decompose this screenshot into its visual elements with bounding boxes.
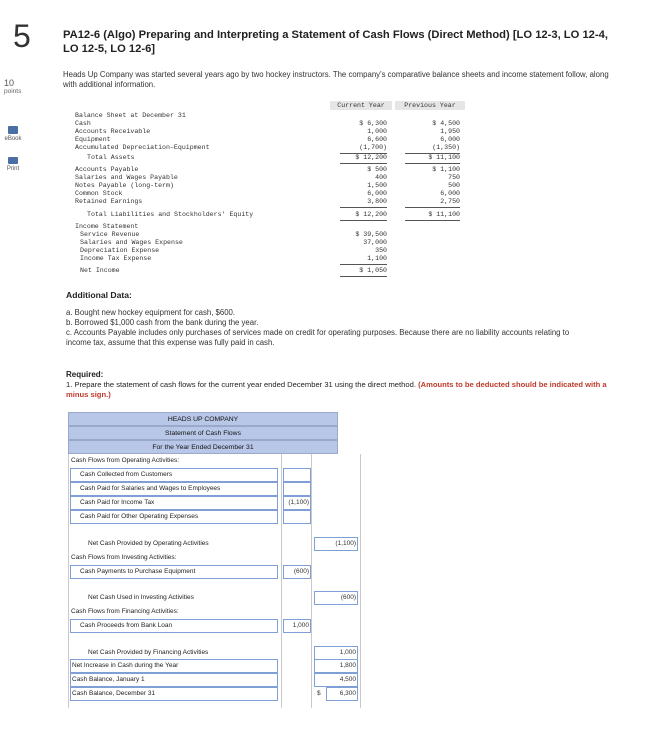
- grid-line: [360, 454, 361, 708]
- table-row: Cash $ 6,300 $ 4,500: [75, 120, 460, 127]
- question-intro: Heads Up Company was started several years ago by two hockey instructors. The company's comparative balance sheets and income statement follow, along with additional information.: [63, 70, 609, 89]
- table-row: Cash Paid for Income Tax (1,100): [68, 496, 360, 510]
- net-investing-amount: (600): [340, 594, 356, 601]
- ebook-button[interactable]: [2, 126, 24, 142]
- table-row: [75, 112, 465, 120]
- table-row: Cash Balance, December 31 $ 6,300: [68, 687, 360, 701]
- table-row: Net Cash Used in Investing Activities (600): [68, 591, 360, 605]
- statement-name: Statement of Cash Flows: [68, 426, 338, 440]
- printer-icon: [8, 157, 18, 164]
- table-row: Common Stock 6,000 6,000: [75, 190, 460, 197]
- book-icon: [8, 126, 18, 134]
- underline: [340, 163, 387, 164]
- underline: [340, 264, 387, 265]
- dollar-sign: $: [317, 690, 321, 697]
- underline: [405, 207, 460, 208]
- table-row: Equipment 6,600 6,000: [75, 136, 460, 143]
- table-row: Cash Proceeds from Bank Loan 1,000: [68, 619, 360, 633]
- col-current-year: Current Year: [330, 101, 392, 110]
- net-increase-amount: 1,800: [339, 662, 356, 669]
- table-row: [68, 605, 360, 619]
- table-row: Net Cash Provided by Operating Activities (1,100): [68, 537, 360, 551]
- required-instruction: 1. Prepare the statement of cash flows for the current year ended December 31 using the direct method.: [66, 380, 416, 389]
- required-note: (Amounts to be deducted should be indicated with a minus sign.): [66, 380, 607, 399]
- additional-item-a: a. Bought new hockey equipment for cash, $600.: [66, 308, 236, 317]
- table-row: [75, 223, 465, 231]
- additional-data-title: Additional Data:: [66, 290, 132, 300]
- amount-input[interactable]: [283, 482, 311, 496]
- print-label: Print: [6, 166, 20, 172]
- beginning-cash-amount: 4,500: [339, 676, 356, 683]
- table-row: Cash Paid for Salaries and Wages to Employees: [68, 482, 360, 496]
- balance-sheet-heading: Balance Sheet at December 31: [75, 112, 186, 119]
- table-row: Cash Paid for Other Operating Expenses: [68, 510, 360, 524]
- table-row: Net Income $ 1,050: [80, 267, 387, 274]
- table-row: Total Liabilities and Stockholders' Equity $ 12,200 $ 11,100: [87, 211, 460, 218]
- table-row: Service Revenue $ 39,500: [80, 231, 387, 238]
- tax-amount: (1,100): [288, 499, 309, 506]
- cash-flow-statement: [68, 412, 368, 712]
- print-button[interactable]: [2, 157, 24, 172]
- amount-input[interactable]: [283, 510, 311, 524]
- underline: [340, 276, 387, 277]
- table-row: Income Tax Expense 1,100: [80, 255, 387, 262]
- table-row: [68, 454, 360, 468]
- table-row: Depreciation Expense 350: [80, 247, 387, 254]
- table-row: Retained Earnings 3,800 2,750: [75, 198, 460, 205]
- statement-period: For the Year Ended December 31: [68, 440, 338, 454]
- table-row: Salaries and Wages Expense 37,000: [80, 239, 387, 246]
- bank-loan-amount: 1,000: [292, 622, 309, 629]
- table-row: Accumulated Depreciation–Equipment (1,700) (1,350): [75, 144, 460, 151]
- table-row: Total Assets $ 12,200 $ 11,100: [87, 154, 460, 161]
- additional-item-b: b. Borrowed $1,000 cash from the bank during the year.: [66, 318, 259, 327]
- question-number: 5: [13, 18, 31, 54]
- table-row: Accounts Receivable 1,000 1,950: [75, 128, 460, 135]
- ebook-label: eBook: [4, 136, 22, 142]
- table-row: Net Cash Provided by Financing Activities 1,000: [68, 646, 360, 660]
- col-previous-year: Previous Year: [395, 101, 465, 110]
- underline: [340, 220, 387, 221]
- table-row: Cash Collected from Customers: [68, 468, 360, 482]
- equipment-amount: (600): [293, 568, 309, 575]
- net-operating-amount: (1,100): [335, 540, 356, 547]
- table-row: Salaries and Wages Payable 400 750: [75, 174, 460, 181]
- amount-input[interactable]: [283, 468, 311, 482]
- table-row: Cash Balance, January 1 4,500: [68, 673, 360, 687]
- statement-company: HEADS UP COMPANY: [68, 412, 338, 426]
- additional-item-c: c. Accounts Payable includes only purchases of services made on credit for operating purposes. Because there are no liability accounts relating to income tax, assume that this expense was fully paid in cash.: [66, 328, 570, 347]
- income-statement-heading: Income Statement: [75, 223, 139, 230]
- required-title: Required:: [66, 370, 104, 379]
- question-title: PA12-6 (Algo) Preparing and Interpreting a Statement of Cash Flows (Direct Method) [LO 12-3, LO 12-4, LO 12-5, LO 12-6]: [63, 29, 608, 55]
- table-row: Net Increase in Cash during the Year 1,800: [68, 659, 360, 673]
- table-row: Accounts Payable $ 500 $ 1,100: [75, 166, 460, 173]
- financing-header: Cash Flows from Financing Activities:: [71, 608, 179, 615]
- underline: [405, 163, 460, 164]
- table-row: Notes Payable (long-term) 1,500 500: [75, 182, 460, 189]
- table-row: Cash Payments to Purchase Equipment (600): [68, 565, 360, 579]
- points-value: 10: [4, 78, 15, 88]
- table-row: [68, 551, 360, 565]
- net-financing-amount: 1,000: [339, 649, 356, 656]
- operating-header: Cash Flows from Operating Activities:: [71, 457, 180, 464]
- ending-cash-amount: 6,300: [339, 690, 356, 697]
- underline: [340, 207, 387, 208]
- required-text: [66, 380, 626, 400]
- underline: [405, 220, 460, 221]
- points-label: points: [4, 88, 22, 95]
- investing-header: Cash Flows from Investing Activities:: [71, 554, 177, 561]
